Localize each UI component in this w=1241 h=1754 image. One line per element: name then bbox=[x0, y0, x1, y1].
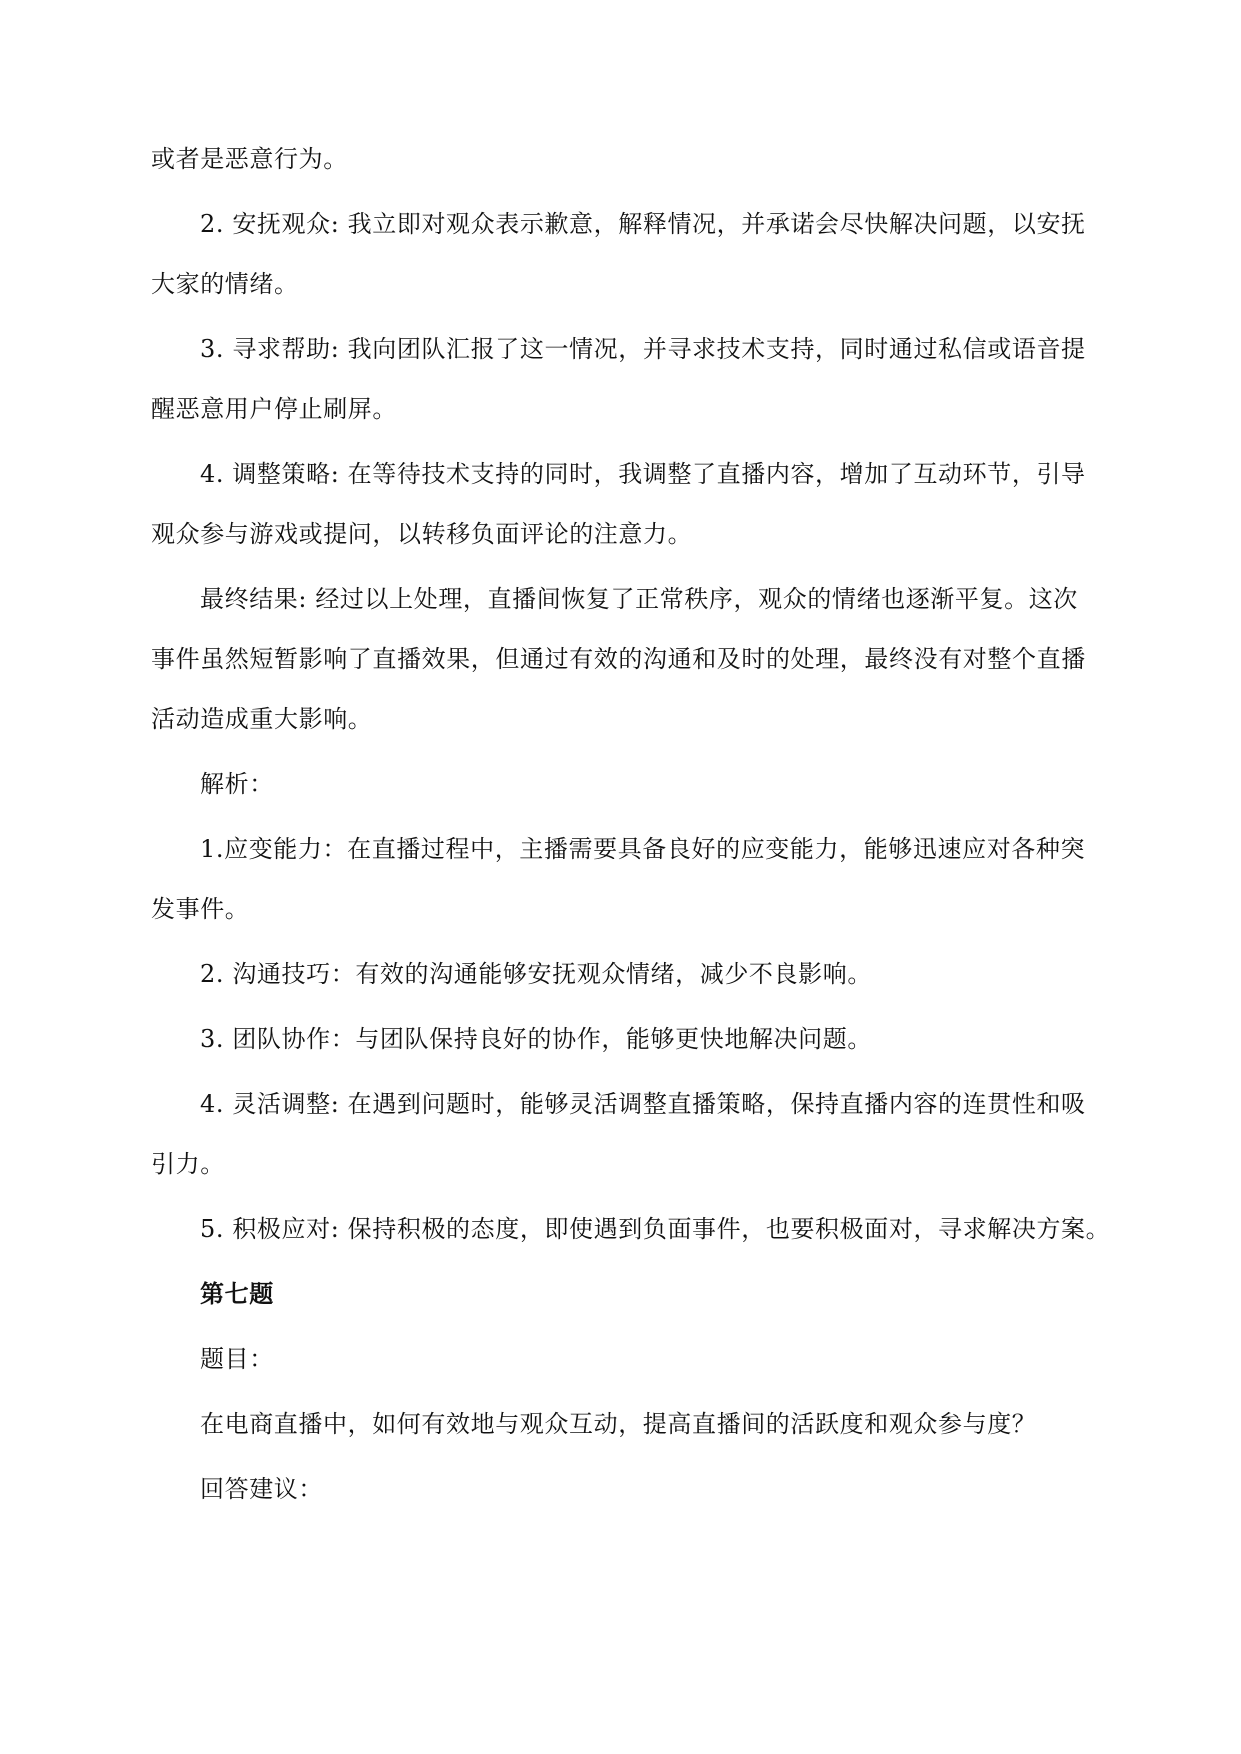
text-line: 5. 积极应对: 保持积极的态度，即使遇到负面事件，也要积极面对，寻求解决方案。 bbox=[200, 1215, 1111, 1243]
paragraph-flexibility bbox=[151, 1085, 1101, 1183]
paragraph-answer-label bbox=[151, 1470, 1101, 1508]
text-line: 活动造成重大影响。 bbox=[151, 705, 373, 733]
paragraph-question-label bbox=[151, 1340, 1101, 1378]
text-line: 最终结果: 经过以上处理，直播间恢复了正常秩序，观众的情绪也逐渐平复。这次 bbox=[200, 585, 1078, 613]
paragraph-teamwork bbox=[151, 1020, 1101, 1058]
paragraph-seek-help bbox=[151, 330, 1101, 428]
text-line: 4. 调整策略: 在等待技术支持的同时，我调整了直播内容，增加了互动环节，引导 bbox=[200, 460, 1086, 488]
text-line: 引力。 bbox=[151, 1150, 225, 1178]
text-line: 3. 团队协作：与团队保持良好的协作，能够更快地解决问题。 bbox=[200, 1025, 872, 1053]
paragraph-calm-audience bbox=[151, 205, 1101, 303]
text-line: 或者是恶意行为。 bbox=[151, 145, 348, 173]
text-line: 事件虽然短暂影响了直播效果，但通过有效的沟通和及时的处理，最终没有对整个直播 bbox=[151, 645, 1086, 673]
document-body bbox=[151, 140, 1111, 1508]
paragraph-communication bbox=[151, 955, 1101, 993]
text-line: 解析： bbox=[200, 770, 274, 798]
text-line: 4. 灵活调整: 在遇到问题时，能够灵活调整直播策略，保持直播内容的连贯性和吸 bbox=[200, 1090, 1086, 1118]
text-line: 发事件。 bbox=[151, 895, 250, 923]
text-line: 1.应变能力：在直播过程中，主播需要具备良好的应变能力，能够迅速应对各种突 bbox=[200, 835, 1086, 863]
text-line: 2. 沟通技巧：有效的沟通能够安抚观众情绪，减少不良影响。 bbox=[200, 960, 872, 988]
heading-question-seven: 第七题 bbox=[200, 1279, 274, 1308]
paragraph-question-text bbox=[151, 1405, 1101, 1443]
section-heading bbox=[151, 1275, 1101, 1313]
paragraph-final-result bbox=[151, 580, 1101, 738]
text-line: 2. 安抚观众: 我立即对观众表示歉意，解释情况，并承诺会尽快解决问题，以安抚 bbox=[200, 210, 1086, 238]
text-line: 醒恶意用户停止刷屏。 bbox=[151, 395, 397, 423]
text-line: 题目： bbox=[200, 1345, 274, 1373]
text-line: 大家的情绪。 bbox=[151, 270, 299, 298]
paragraph-positive-response bbox=[151, 1210, 1111, 1248]
paragraph-continuation bbox=[151, 140, 1101, 178]
text-line: 3. 寻求帮助: 我向团队汇报了这一情况，并寻求技术支持，同时通过私信或语音提 bbox=[200, 335, 1086, 363]
text-line: 回答建议： bbox=[200, 1475, 323, 1503]
paragraph-adaptability bbox=[151, 830, 1101, 928]
paragraph-analysis-label bbox=[151, 765, 1101, 803]
text-line: 观众参与游戏或提问，以转移负面评论的注意力。 bbox=[151, 520, 693, 548]
paragraph-adjust-strategy bbox=[151, 455, 1101, 553]
text-line: 在电商直播中，如何有效地与观众互动，提高直播间的活跃度和观众参与度？ bbox=[200, 1410, 1037, 1438]
